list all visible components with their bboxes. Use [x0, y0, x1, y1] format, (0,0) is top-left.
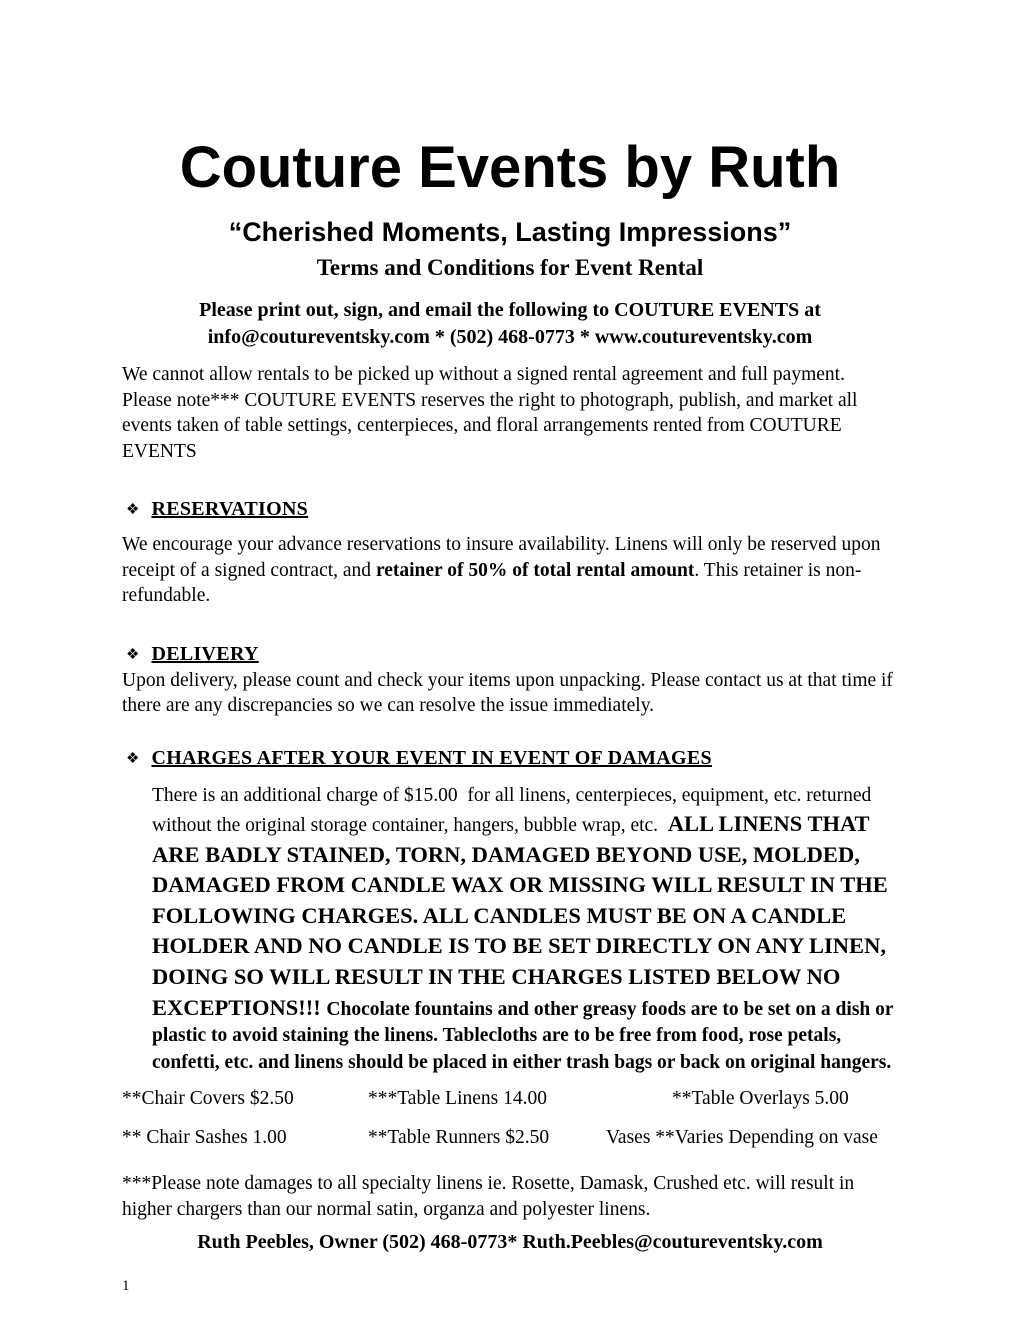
tagline: “Cherished Moments, Lasting Impressions”	[228, 217, 792, 247]
section-heading-charges	[122, 747, 898, 770]
diamond-bullet-icon: ❖	[126, 502, 140, 518]
instructions-line-1: Please print out, sign, and email the following to COUTURE EVENTS at	[199, 299, 821, 321]
page-title: Couture Events by Ruth	[179, 135, 841, 200]
delivery-paragraph: Upon delivery, please count and check your items upon unpacking. Please contact us at that time if there are any discrepancies so we can resolve the issue immediately.	[122, 669, 898, 716]
reservations-paragraph	[122, 532, 898, 609]
section-heading-reservations	[122, 498, 898, 521]
instructions-block	[122, 297, 898, 351]
charges-paragraph	[152, 783, 898, 1077]
charges-heading: CHARGES AFTER YOUR EVENT IN EVENT OF DAMAGES	[151, 746, 712, 769]
specialty-linens-note: ***Please note damages to all specialty linens ie. Rosette, Damask, Crushed etc. will result in higher chargers than our normal satin, organza and polyester linens.	[122, 1173, 860, 1220]
charges-text-bold-note: Chocolate fountains and other greasy foods are to be set on a dish or plastic to avoid staining the linens. Tablecloths are to be free from food, rose petals, confetti, etc. and linens should be placed in either trash bags or back on original hangers.	[152, 998, 899, 1073]
price-table-runners: **Table Runners $2.50	[368, 1127, 550, 1149]
subtitle: Terms and Conditions for Event Rental	[316, 255, 704, 280]
charges-text-caps: ALL LINENS THAT ARE BADLY STAINED, TORN, DAMAGED BEYOND USE, MOLDED, DAMAGED FROM CANDLE WAX OR MISSING WILL RESULT IN THE FOLLOWING CHARGES. ALL CANDLES MUST BE ON A CANDLE HOLDER AND NO CANDLE IS TO BE SET DIRECTLY ON ANY LINEN, DOING SO WILL RESULT IN THE CHARGES LISTED BELOW NO EXCEPTIONS!!!	[152, 811, 894, 1020]
price-table-linens: ***Table Linens 14.00	[368, 1088, 547, 1110]
intro-paragraph: We cannot allow rentals to be picked up without a signed rental agreement and full payment. Please note*** COUTURE EVENTS reserves the right to photograph, publish, and market all events taken of table settings, centerpieces, and floral arrangements rented from COUTURE EVENTS	[122, 364, 863, 462]
reservations-text-post: . This retainer is non-refundable.	[122, 559, 862, 606]
page-number: 1	[122, 1278, 130, 1294]
reservations-text-bold: retainer of 50% of total rental amount	[375, 559, 695, 581]
reservations-heading: RESERVATIONS	[151, 498, 309, 520]
instructions-line-2: info@coutureventsky.com * (502) 468-0773 * www.coutureventsky.com	[207, 326, 813, 348]
price-chair-sashes: ** Chair Sashes 1.00	[122, 1127, 287, 1149]
price-row-1	[122, 1088, 898, 1115]
charges-text-regular: There is an additional charge of $15.00 for all linens, centerpieces, equipment, etc. returned without the original storage container, hangers, bubble wrap, etc.	[152, 784, 877, 837]
diamond-bullet-icon: ❖	[126, 750, 140, 767]
diamond-bullet-icon: ❖	[126, 646, 140, 663]
price-table-overlays: **Table Overlays 5.00	[672, 1088, 849, 1110]
owner-contact-footer: Ruth Peebles, Owner (502) 468-0773* Ruth.Peebles@coutureventsky.com	[197, 1231, 823, 1253]
price-row-2	[122, 1127, 898, 1154]
price-chair-covers: **Chair Covers $2.50	[122, 1088, 294, 1110]
delivery-heading: DELIVERY	[151, 642, 259, 665]
section-heading-delivery	[122, 643, 898, 666]
reservations-text-pre: We encourage your advance reservations to insure availability. Linens will only be reserved upon receipt of a signed contract, and	[122, 534, 886, 581]
price-vases: Vases **Varies Depending on vase	[606, 1127, 878, 1149]
